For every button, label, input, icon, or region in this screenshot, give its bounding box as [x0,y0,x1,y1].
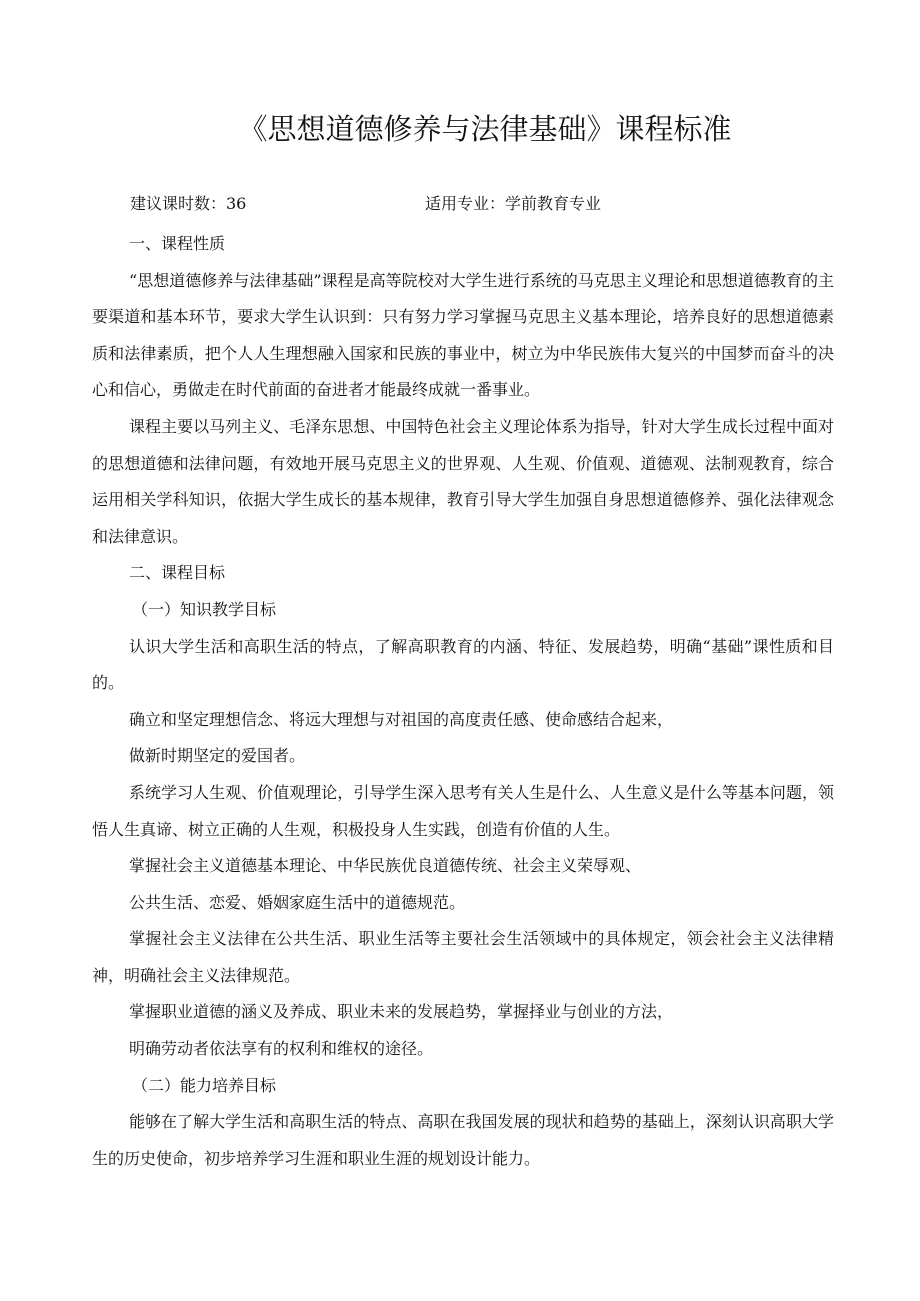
paragraph: 掌握职业道德的涵义及养成、职业未来的发展趋势，掌握择业与创业的方法， [129,1002,674,1022]
paragraph: 确立和坚定理想信念、将远大理想与对祖国的高度责任感、使命感结合起来， [129,709,674,729]
subsection-heading-knowledge-goals: （一）知识教学目标 [132,599,277,619]
paragraph: 认识大学生活和高职生活的特点，了解高职教育的内涵、特征、发展趋势，明确“基础”课性质和目的。 [92,636,834,693]
document-body [92,226,834,1177]
paragraph: 掌握社会主义道德基本理论、中华民族优良道德传统、社会主义荣辱观、 [129,856,642,876]
applicable-major: 适用专业：学前教育专业 [425,194,602,213]
paragraph: 公共生活、恋爱、婚姻家庭生活中的道德规范。 [129,892,466,912]
subsection-heading-ability-goals: （二）能力培养目标 [132,1075,277,1095]
paragraph: 课程主要以马列主义、毛泽东思想、中国特色社会主义理论体系为指导，针对大学生成长过程中面对的思想道德和法律问题，有效地开展马克思主义的世界观、人生观、价值观、道德观、法制观教育，综合运用相关学科知识，依据大学生成长的基本规律，教育引导大学生加强自身思想道德修养、强化法律观念和法律意识。 [92,416,834,546]
paragraph: “思想道德修养与法律基础”课程是高等院校对大学生进行系统的马克思主义理论和思想道德教育的主要渠道和基本环节，要求大学生认识到：只有努力学习掌握马克思主义基本理论，培养良好的思想道德素质和法律素质，把个人人生理想融入国家和民族的事业中，树立为中华民族伟大复兴的中国梦而奋斗的决心和信心，勇做走在时代前面的奋进者才能最终成就一番事业。 [92,270,834,400]
paragraph: 做新时期坚定的爱国者。 [129,746,306,766]
paragraph: 系统学习人生观、价值观理论，引导学生深入思考有关人生是什么、人生意义是什么等基本问题，领悟人生真谛、树立正确的人生观，积极投身人生实践，创造有价值的人生。 [92,782,834,839]
page-title: 《思想道德修养与法律基础》课程标准 [238,112,732,146]
paragraph: 明确劳动者依法享有的权利和维权的途径。 [129,1039,434,1059]
paragraph: 能够在了解大学生活和高职生活的特点、高职在我国发展的现状和趋势的基础上，深刻认识高职大学生的历史使命，初步培养学习生涯和职业生涯的规划设计能力。 [92,1112,834,1168]
section-heading-course-goals: 二、课程目标 [129,563,226,583]
section-heading-course-nature: 一、课程性质 [129,234,226,253]
suggested-hours: 建议课时数：36 [130,194,247,213]
paragraph: 掌握社会主义法律在公共生活、职业生活等主要社会生活领域中的具体规定，领会社会主义法律精神，明确社会主义法律规范。 [92,929,834,985]
